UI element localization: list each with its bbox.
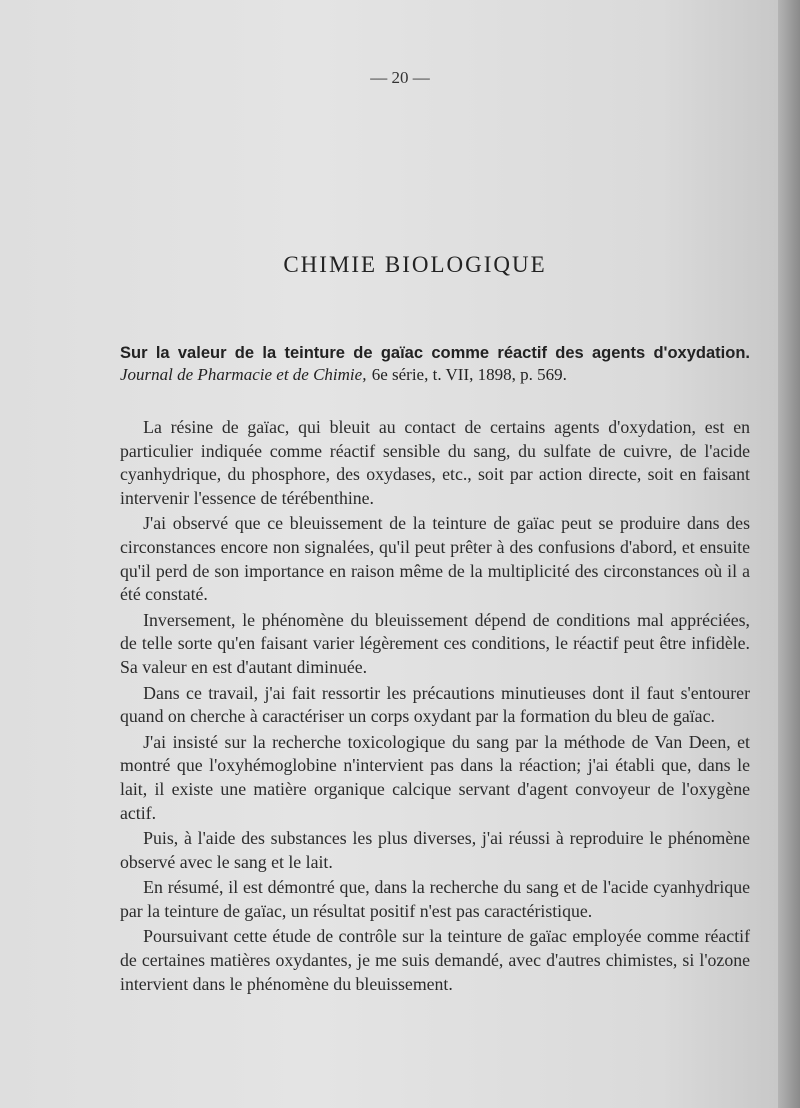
article-title: Sur la valeur de la teinture de gaïac comme réactif des agents d'oxydation. [120, 344, 750, 362]
article-header [120, 342, 750, 386]
page-edge-shadow [778, 0, 800, 1108]
paragraph: Dans ce travail, j'ai fait ressortir les précautions minutieuses dont il faut s'entourer quand on cherche à caractériser un corps oxydant par la formation du bleu de gaïac. [120, 682, 750, 727]
paragraph: Poursuivant cette étude de contrôle sur la teinture de gaïac employée comme réactif de certaines matières oxydantes, je me suis demandé, avec d'autres chimistes, si l'ozone intervient dans le phénomène du bleuissement. [120, 926, 750, 994]
article-reference: 6e série, t. VII, 1898, p. 569. [371, 365, 567, 384]
paragraph: La résine de gaïac, qui bleuit au contact de certains agents d'oxydation, est en particulier indiquée comme réactif sensible du sang, du sulfate de cuivre, de l'acide cyanhydrique, du phosphore, des oxydases, etc., soit par action directe, soit en faisant intervenir l'essence de térébenthine. [120, 417, 750, 508]
paragraph: Puis, à l'aide des substances les plus diverses, j'ai réussi à reproduire le phénomène observé avec le sang et le lait. [120, 828, 750, 872]
body-text [120, 416, 750, 996]
paragraph: En résumé, il est démontré que, dans la recherche du sang et de l'acide cyanhydrique par la teinture de gaïac, un résultat positif n'est pas caractéristique. [120, 877, 750, 921]
paragraph: Inversement, le phénomène du bleuissement dépend de conditions mal appréciées, de telle sorte qu'en faisant varier légèrement ces conditions, le réactif peut être infidèle. Sa valeur en est d'autant diminuée. [120, 609, 750, 677]
page-number: — 20 — [370, 68, 430, 87]
article-journal: Journal de Pharmacie et de Chimie, [120, 365, 367, 384]
paragraph: J'ai insisté sur la recherche toxicologique du sang par la méthode de Van Deen, et montré que l'oxyhémoglobine n'intervient pas dans la réaction; j'ai établi que, dans le lait, il existe une matière organique calcique servant d'agent convoyeur de l'oxygène actif. [120, 731, 750, 823]
paragraph: J'ai observé que ce bleuissement de la teinture de gaïac peut se produire dans des circonstances encore non signalées, qu'il peut prêter à des confusions d'abord, et ensuite qu'il perd de son importance en raison même de la multiplicité des circonstances où il a été constaté. [120, 513, 750, 605]
section-title: CHIMIE BIOLOGIQUE [283, 252, 547, 277]
